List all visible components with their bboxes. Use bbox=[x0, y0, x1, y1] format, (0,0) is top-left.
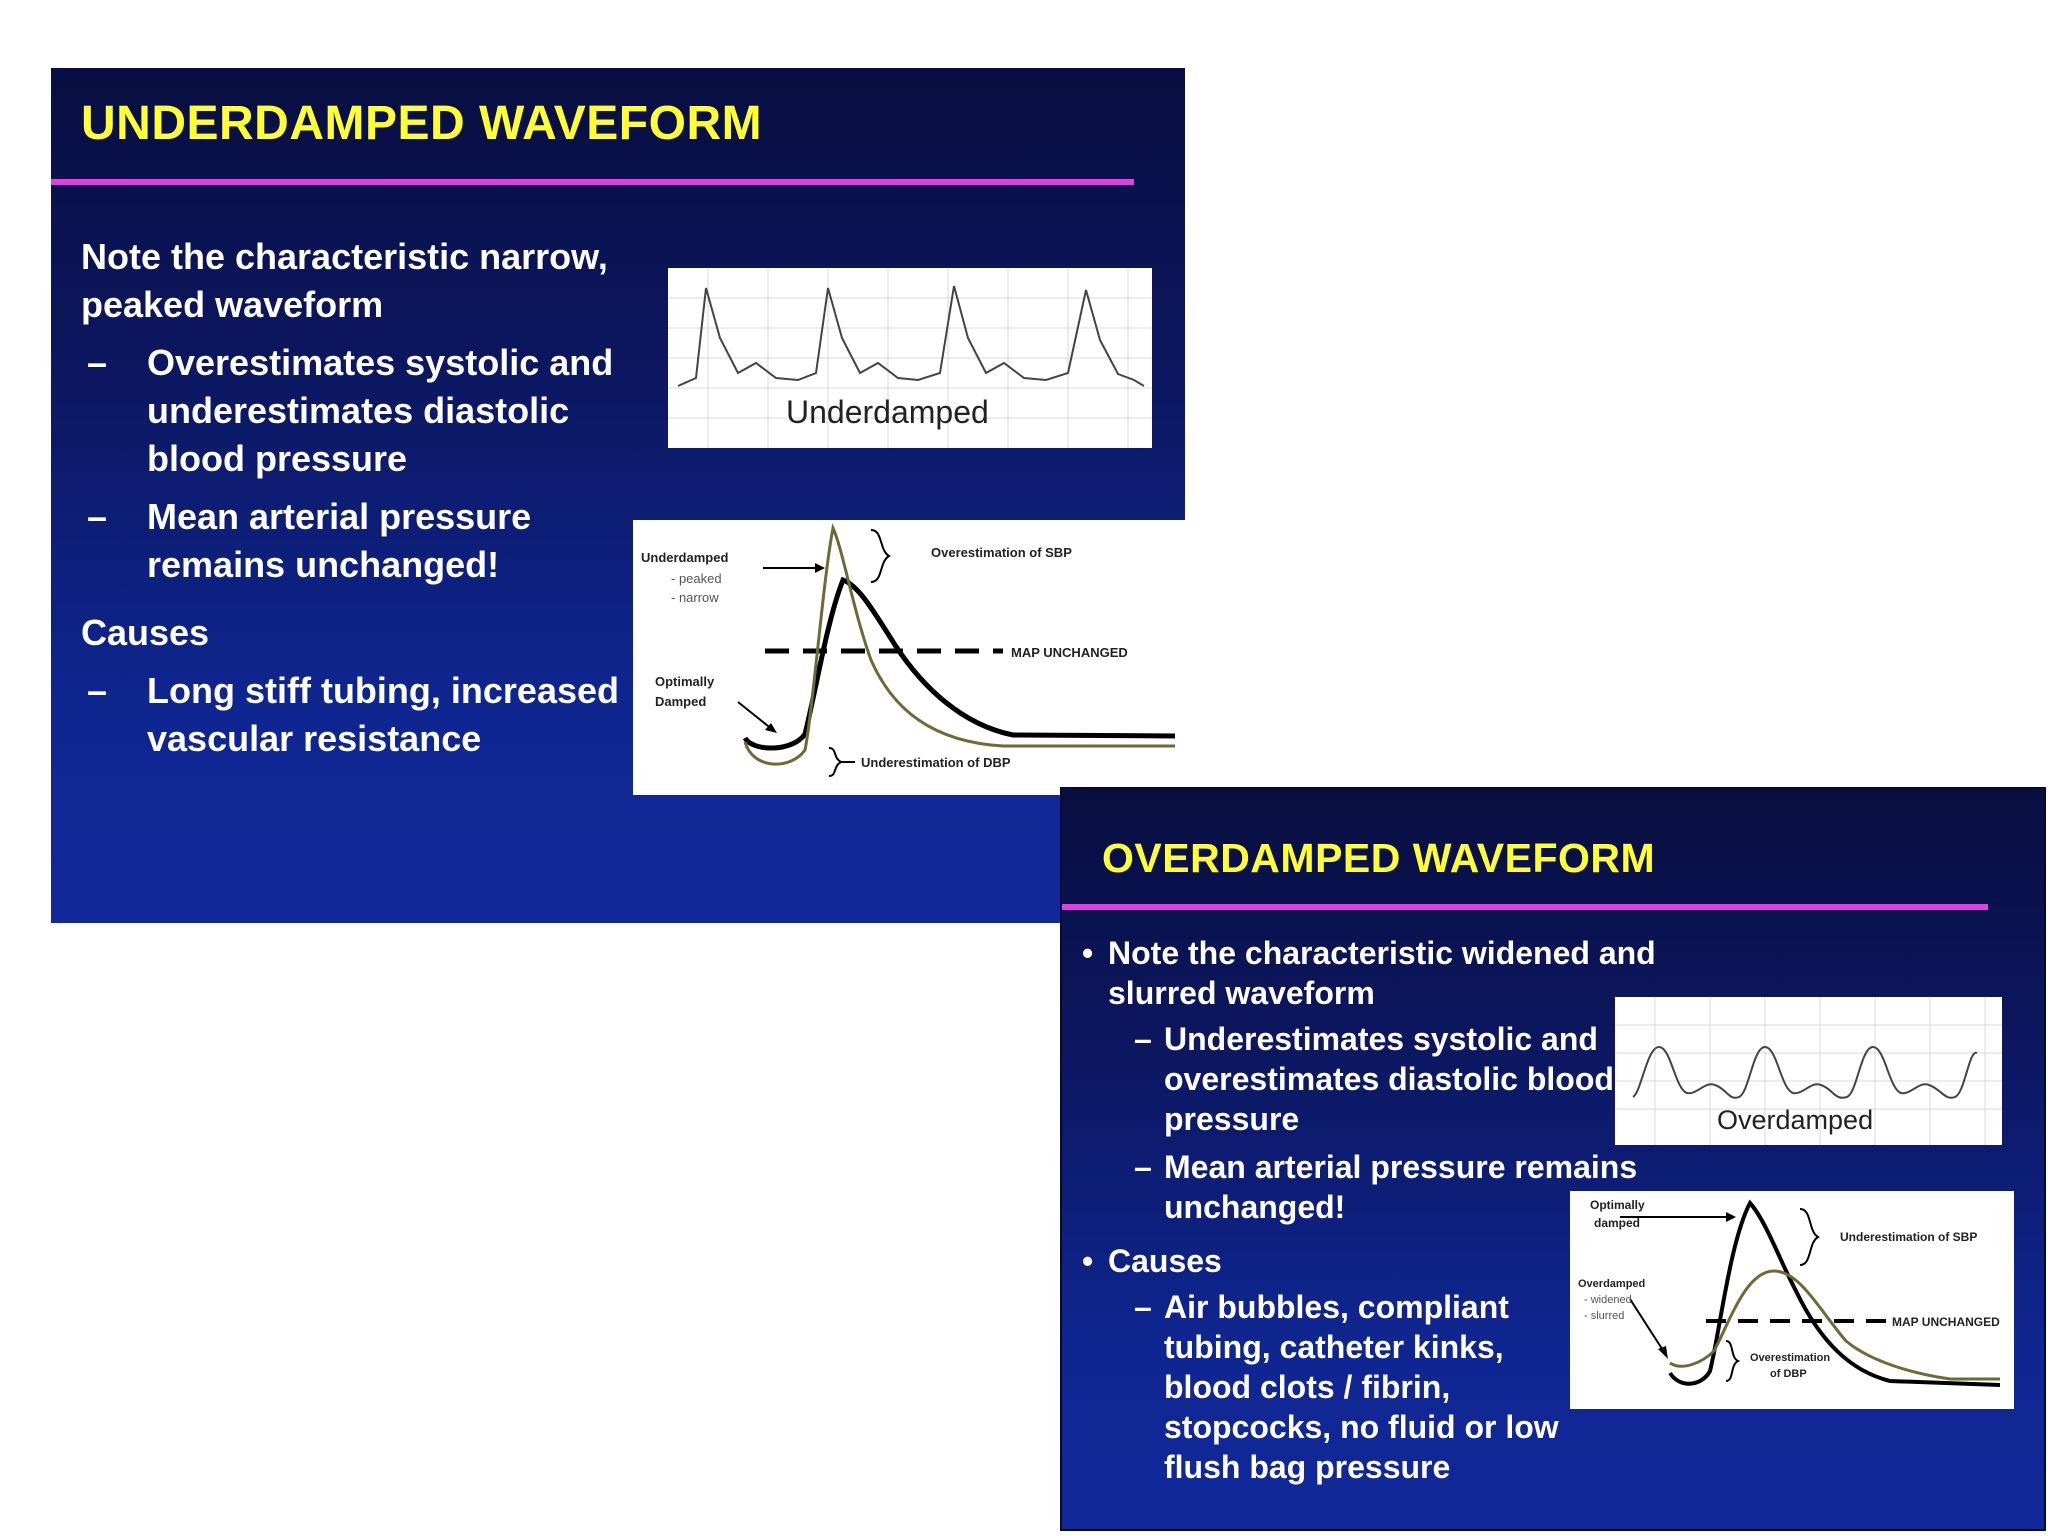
bullet-item: • Causes bbox=[51, 609, 635, 657]
underdamped-strip-image bbox=[668, 268, 1152, 448]
label-overestimation-sbp: Overestimation of SBP bbox=[931, 545, 1072, 560]
waveform-comparison-plot bbox=[633, 520, 1185, 795]
slide-title: OVERDAMPED WAVEFORM bbox=[1102, 835, 1656, 881]
sub-bullet-item: – Mean arterial pressure remains unchanged! bbox=[1082, 1147, 1662, 1227]
slide-underdamped bbox=[51, 68, 1185, 923]
label-widened: - widened bbox=[1584, 1294, 1632, 1306]
label-overestimation-dbp-2: of DBP bbox=[1770, 1368, 1807, 1380]
label-overdamped: Overdamped bbox=[1578, 1278, 1646, 1290]
title-underline bbox=[1062, 904, 1988, 910]
title-underline bbox=[51, 179, 1134, 185]
bullet-item: • Causes bbox=[1082, 1241, 1662, 1281]
bullet-item: • Note the characteristic narrow, peaked waveform bbox=[51, 233, 635, 329]
label-damped: Damped bbox=[655, 694, 707, 709]
underdamped-comparison-diagram bbox=[633, 520, 1185, 795]
label-overestimation-dbp: Overestimation bbox=[1750, 1352, 1831, 1364]
sub-bullet-item: – Long stiff tubing, increased vascular resistance bbox=[51, 667, 635, 763]
sub-bullet-item: – Mean arterial pressure remains unchanged! bbox=[51, 493, 635, 589]
label-narrow: - narrow bbox=[671, 590, 719, 605]
sub-bullet-item: – Air bubbles, compliant tubing, catheter kinks, blood clots / fibrin, stopcocks, no fluid or low flush bag pressure bbox=[1082, 1287, 1594, 1487]
sub-bullet-item: – Underestimates systolic and overestimates diastolic blood pressure bbox=[1082, 1019, 1662, 1139]
label-underestimation-sbp: Underestimation of SBP bbox=[1840, 1230, 1978, 1244]
strip-caption: Underdamped bbox=[786, 394, 989, 430]
bullet-list bbox=[51, 233, 635, 763]
label-peaked: - peaked bbox=[671, 571, 722, 586]
slide-title: UNDERDAMPED WAVEFORM bbox=[81, 97, 763, 150]
label-optimally: Optimally bbox=[655, 674, 715, 689]
label-map-unchanged: MAP UNCHANGED bbox=[1892, 1315, 2000, 1329]
slide-overdamped bbox=[1060, 787, 2046, 1531]
label-optimally: Optimally bbox=[1590, 1198, 1645, 1212]
label-map-unchanged: MAP UNCHANGED bbox=[1011, 645, 1128, 660]
label-damped: damped bbox=[1594, 1216, 1641, 1230]
sub-bullet-item: – Overestimates systolic and underestimates diastolic blood pressure bbox=[51, 339, 635, 483]
label-underestimation-dbp: Underestimation of DBP bbox=[861, 755, 1011, 770]
strip-caption: Overdamped bbox=[1717, 1105, 1874, 1135]
overdamped-comparison-diagram bbox=[1570, 1191, 2014, 1409]
bullet-item: • Note the characteristic widened and slurred waveform bbox=[1082, 933, 1662, 1013]
waveform-comparison-plot bbox=[1570, 1191, 2014, 1409]
overdamped-strip-image bbox=[1615, 997, 2002, 1145]
label-slurred: - slurred bbox=[1584, 1310, 1625, 1322]
label-underdamped: Underdamped bbox=[641, 550, 729, 565]
